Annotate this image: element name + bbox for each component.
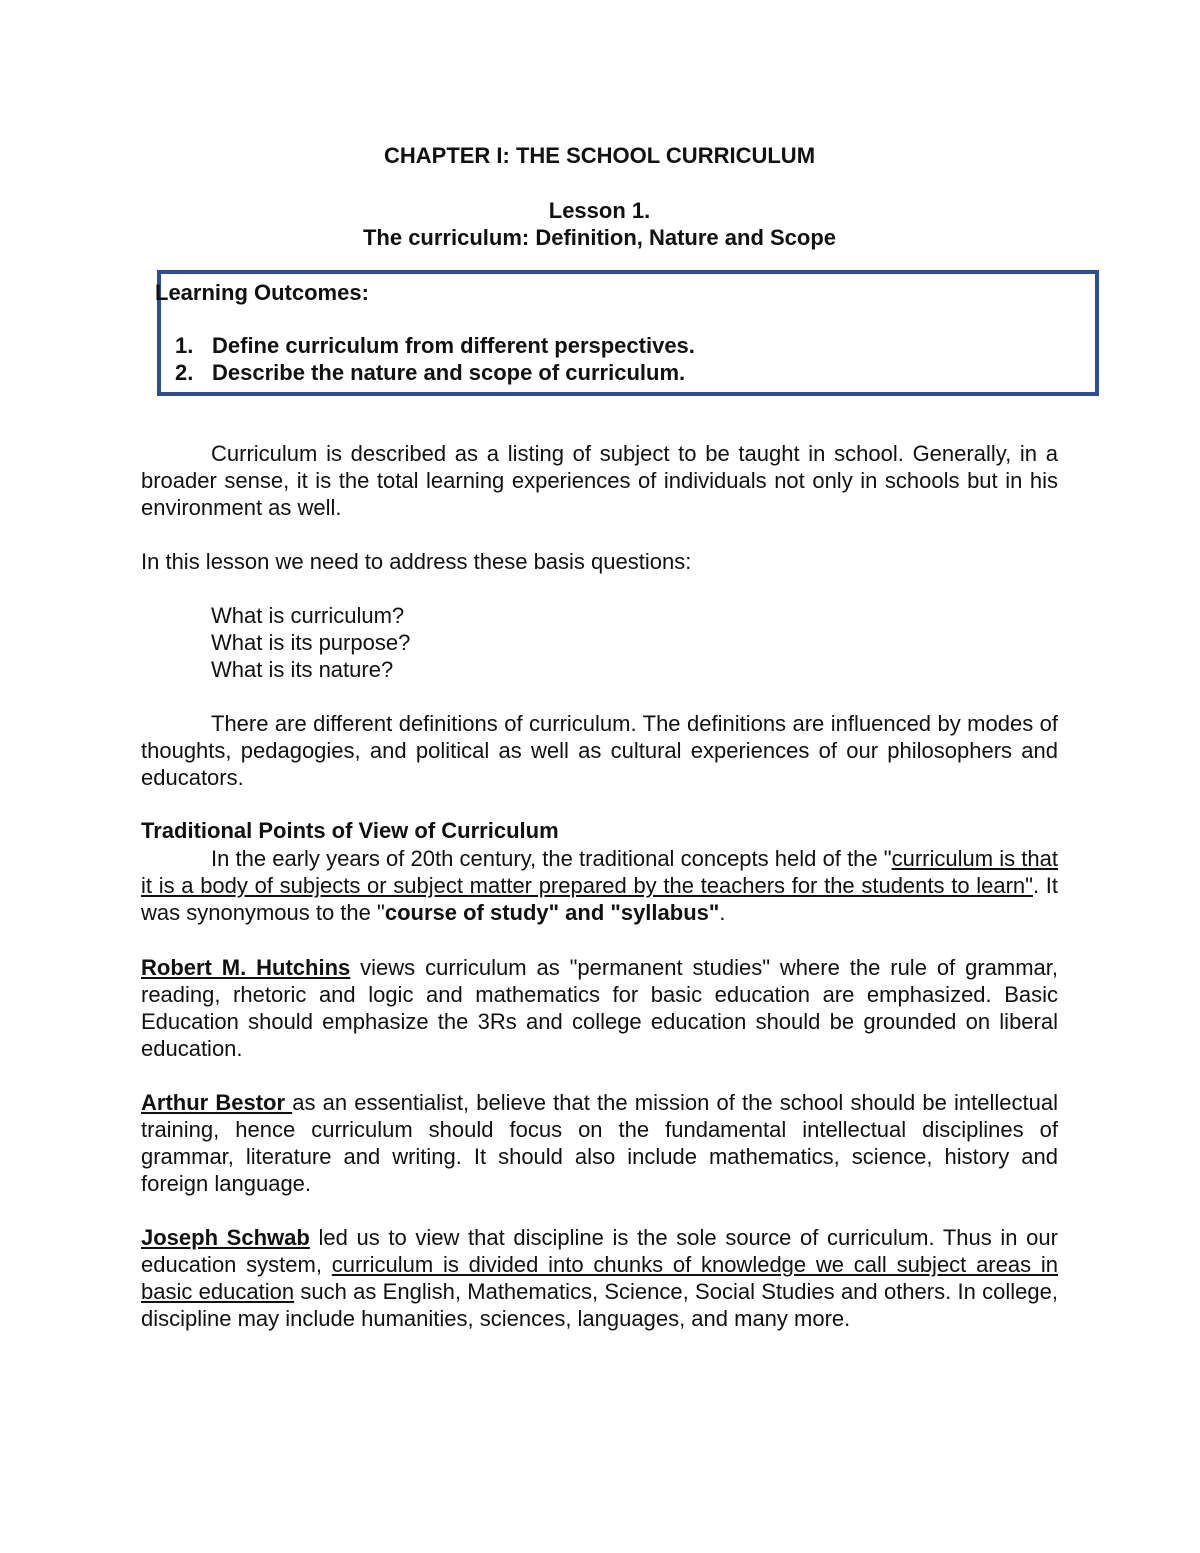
bestor-paragraph: Arthur Bestor as an essentialist, believe that the mission of the school should be intellectual training, hence curriculum should focus on the fundamental intellectual disciplines of grammar, literature and writing. It should also include mathematics, science, history and foreign language.: [141, 1090, 1058, 1196]
hutchins-paragraph: Robert M. Hutchins views curriculum as "permanent studies" where the rule of grammar, reading, rhetoric and logic and mathematics for basic education are emphasized. Basic Education should emphasize the 3Rs and college education should be grounded on liberal education.: [141, 955, 1058, 1061]
traditional-heading: Traditional Points of View of Curriculum: [141, 818, 559, 843]
question-item: What is its nature?: [211, 657, 394, 682]
learning-outcomes-title: Learning Outcomes:: [155, 280, 369, 305]
lesson-header: [141, 197, 1058, 251]
list-text: Define curriculum from different perspectives.: [212, 333, 695, 358]
schwab-name: Joseph Schwab: [141, 1225, 310, 1250]
definitions-paragraph: There are different definitions of curriculum. The definitions are influenced by modes of thoughts, pedagogies, and political as well as cultural experiences of our philosophers and educators.: [141, 711, 1058, 790]
learning-outcomes-list: [175, 332, 695, 386]
list-item: [175, 332, 695, 359]
course-of-study-term: course of study" and "syllabus": [384, 900, 720, 925]
question-item: What is its purpose?: [211, 630, 411, 655]
traditional-definition: curriculum is that it is a body of subjects or subject matter prepared by the teachers for the students to learn": [141, 846, 1058, 898]
lesson-title: The curriculum: Definition, Nature and Scope: [362, 225, 837, 250]
schwab-paragraph: Joseph Schwab led us to view that discipline is the sole source of curriculum. Thus in our education system, curriculum is divided into chunks of knowledge we call subject areas in basic education such as English, Mathematics, Science, Social Studies and others. In college, discipline may include humanities, sciences, languages, and many more.: [141, 1225, 1058, 1331]
questions-intro: In this lesson we need to address these basis questions:: [141, 549, 692, 574]
question-item: What is curriculum?: [211, 603, 405, 628]
list-item: [175, 359, 695, 386]
traditional-paragraph: In the early years of 20th century, the traditional concepts held of the "curriculum is that it is a body of subjects or subject matter prepared by the teachers for the students to learn". It was synonymous to the "course of study" and "syllabus".: [141, 846, 1058, 925]
hutchins-name: Robert M. Hutchins: [141, 955, 351, 980]
list-text: Describe the nature and scope of curriculum.: [212, 360, 686, 385]
chapter-title: CHAPTER I: THE SCHOOL CURRICULUM: [383, 143, 816, 168]
list-number: 1.: [175, 333, 194, 358]
lesson-number: Lesson 1.: [548, 198, 651, 223]
intro-paragraph: Curriculum is described as a listing of subject to be taught in school. Generally, in a broader sense, it is the total learning experiences of individuals not only in schools but in his environment as well.: [141, 441, 1058, 520]
list-number: 2.: [175, 360, 194, 385]
subject-areas-definition: curriculum is divided into chunks of knowledge we call subject areas in basic education: [141, 1252, 1058, 1304]
bestor-name: Arthur Bestor: [141, 1090, 293, 1115]
